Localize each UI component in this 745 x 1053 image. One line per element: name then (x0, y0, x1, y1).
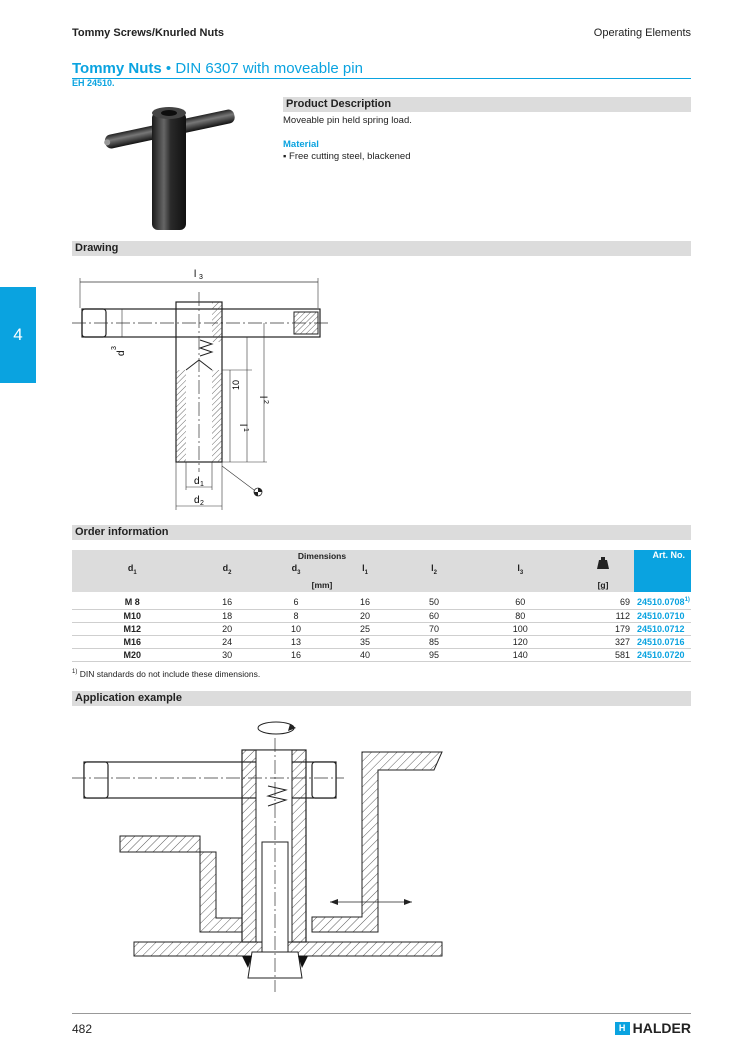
cell-art-no[interactable] (634, 609, 691, 622)
order-information-bar: Order information (72, 525, 691, 540)
table-row (72, 622, 691, 635)
cell-l2: 50 (400, 596, 469, 609)
col-d1-sub: 1 (133, 569, 137, 576)
unit-mm: [mm] (72, 577, 572, 592)
cell-l3: 80 (468, 609, 572, 622)
label-d3-sub: 3 (111, 346, 118, 350)
cell-l2: 95 (400, 648, 469, 661)
cell-weight: 327 (572, 635, 634, 648)
label-l1: l (237, 424, 248, 427)
cell-l3: 140 (468, 648, 572, 661)
cell-weight: 112 (572, 609, 634, 622)
order-rows (72, 596, 691, 661)
col-d3 (262, 562, 331, 577)
cell-d1: M20 (72, 648, 193, 661)
title-bullet: • (165, 60, 172, 77)
table-row (72, 596, 691, 609)
cell-d3: 13 (262, 635, 331, 648)
col-d2-main: d (222, 563, 229, 574)
cell-weight: 69 (572, 596, 634, 609)
dimensions-header: Dimensions (72, 550, 572, 562)
label-10: 10 (231, 379, 241, 390)
page-title (72, 60, 691, 79)
footnote-text: DIN standards do not include these dimensions. (79, 669, 261, 679)
footnote-mark: 1) (72, 669, 78, 676)
col-l2 (400, 562, 469, 577)
col-l3-main: l (517, 563, 520, 574)
order-table (72, 550, 691, 662)
header-section: Operating Elements (593, 27, 691, 39)
rotation-arrow-icon (258, 722, 296, 734)
article-prefix: EH 24510. (72, 78, 115, 88)
cell-d2: 16 (193, 596, 262, 609)
cell-art-no[interactable] (634, 622, 691, 635)
art-no-link[interactable]: 24510.0720 (637, 649, 685, 660)
footnote (72, 669, 260, 679)
cell-l3: 60 (468, 596, 572, 609)
cell-d3: 16 (262, 648, 331, 661)
col-l3 (468, 562, 572, 577)
cell-l2: 70 (400, 622, 469, 635)
table-row (72, 609, 691, 622)
cell-d1: M12 (72, 622, 193, 635)
art-no-header: Art. No. (634, 550, 691, 592)
col-l2-sub: 2 (433, 569, 437, 576)
application-example-bar: Application example (72, 691, 691, 706)
col-l1-sub: 1 (364, 569, 368, 576)
cell-l1: 16 (331, 596, 400, 609)
label-l3-sub: 3 (199, 274, 203, 281)
col-d1 (72, 562, 193, 577)
cell-weight: 179 (572, 622, 634, 635)
art-no-link[interactable]: 24510.0710 (637, 610, 685, 621)
cell-d2: 20 (193, 622, 262, 635)
col-d2 (193, 562, 262, 577)
technical-drawing (72, 262, 362, 512)
cell-l3: 100 (468, 622, 572, 635)
cell-l2: 85 (400, 635, 469, 648)
label-d1: d (194, 476, 200, 487)
art-no-link[interactable]: 24510.0716 (637, 636, 685, 647)
label-l1-sub: 1 (242, 428, 249, 432)
brand-mark: H (615, 1022, 630, 1035)
surface-finish-icon (254, 488, 262, 496)
cell-d1: M 8 (72, 596, 193, 609)
col-l2-main: l (431, 563, 434, 574)
art-no-note: 1) (684, 597, 690, 604)
label-d1-sub: 1 (200, 481, 204, 488)
cell-d2: 18 (193, 609, 262, 622)
brand-logo (615, 1020, 691, 1036)
cell-d2: 30 (193, 648, 262, 661)
title-rest: DIN 6307 with moveable pin (175, 60, 363, 77)
cell-l1: 40 (331, 648, 400, 661)
col-l1 (331, 562, 400, 577)
cell-d3: 6 (262, 596, 331, 609)
table-row (72, 648, 691, 661)
cell-l3: 120 (468, 635, 572, 648)
art-no-link[interactable]: 24510.0712 (637, 623, 685, 634)
col-l1-main: l (362, 563, 365, 574)
material-item: ▪ Free cutting steel, blackened (283, 151, 411, 162)
cell-l1: 20 (331, 609, 400, 622)
product-description-bar: Product Description (283, 97, 691, 112)
col-d3-sub: 3 (297, 569, 301, 576)
material-item-text: Free cutting steel, blackened (289, 151, 411, 162)
drawing-bar: Drawing (72, 241, 691, 256)
product-description-text: Moveable pin held spring load. (283, 115, 412, 126)
title-bold: Tommy Nuts (72, 60, 162, 77)
table-row (72, 635, 691, 648)
cell-l2: 60 (400, 609, 469, 622)
label-d3: d (116, 350, 127, 356)
label-l3: l (194, 269, 197, 280)
cell-d1: M16 (72, 635, 193, 648)
cell-weight: 581 (572, 648, 634, 661)
cell-art-no[interactable] (634, 635, 691, 648)
cell-d1: M10 (72, 609, 193, 622)
header-category: Tommy Screws/Knurled Nuts (72, 27, 224, 39)
cell-art-no[interactable] (634, 596, 691, 609)
art-no-link[interactable]: 24510.0708 (637, 597, 685, 608)
label-d2-sub: 2 (200, 500, 204, 507)
weight-header (572, 550, 634, 577)
footer-divider (72, 1013, 691, 1014)
col-d1-main: d (127, 563, 134, 574)
chapter-tab[interactable]: 4 (0, 287, 36, 383)
material-heading: Material (283, 139, 319, 150)
page-number: 482 (72, 1022, 93, 1036)
unit-g: [g] (572, 577, 634, 592)
col-d2-sub: 2 (228, 569, 232, 576)
cell-art-no[interactable] (634, 648, 691, 661)
label-l2-sub: 2 (262, 400, 269, 404)
cell-l1: 35 (331, 635, 400, 648)
cell-d3: 10 (262, 622, 331, 635)
col-d3-main: d (291, 563, 298, 574)
cell-d2: 24 (193, 635, 262, 648)
cell-d3: 8 (262, 609, 331, 622)
product-photo (100, 100, 240, 235)
label-l2: l (257, 396, 268, 399)
col-l3-sub: 3 (519, 569, 524, 576)
weight-icon (597, 557, 609, 569)
brand-name: HALDER (632, 1020, 691, 1036)
application-drawing (72, 712, 452, 994)
label-d2: d (194, 495, 200, 506)
cell-l1: 25 (331, 622, 400, 635)
